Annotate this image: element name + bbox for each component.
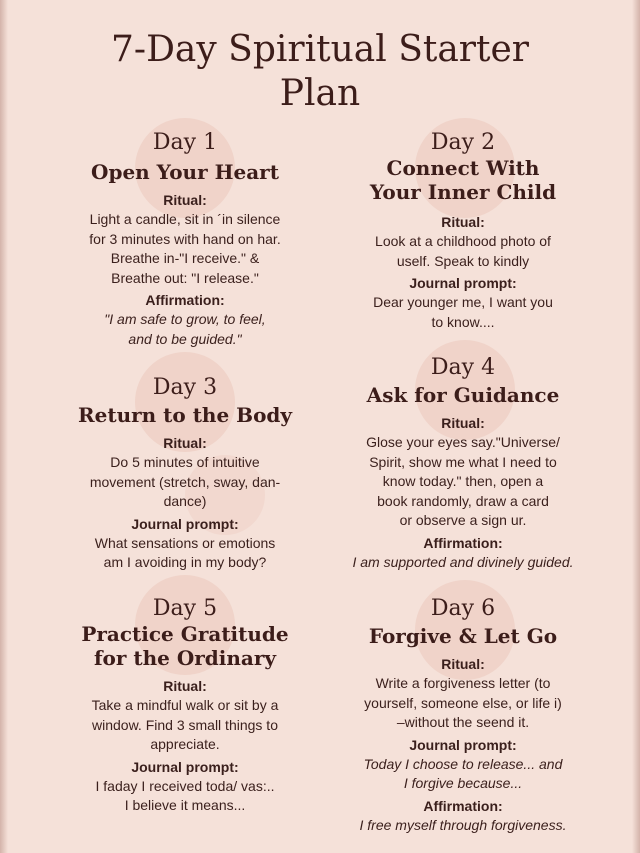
section-line: appreciate. <box>150 736 220 752</box>
section-line: –without the seend it. <box>396 714 530 730</box>
section-line: Breathe in-"I receive." & <box>110 250 260 266</box>
section-line: What sensations or emotions <box>94 534 276 551</box>
day-number: Day 4 <box>430 355 496 380</box>
section-line: yourself, someone else, or life i) <box>364 694 562 711</box>
day-card-5 <box>40 596 330 816</box>
section-line: I faday I received toda/ vas:.. <box>95 777 275 794</box>
section-label: Ritual: <box>163 192 207 208</box>
day-heading: Forgive & Let Go <box>368 624 558 648</box>
day-number: Day 1 <box>152 130 218 155</box>
day-heading: Practice Gratitude <box>81 622 289 646</box>
section-line: dance) <box>163 493 207 509</box>
section-line: I free myself through forgiveness. <box>359 816 567 833</box>
day-number: Day 5 <box>152 596 218 621</box>
day-heading: Your Inner Child <box>369 180 557 204</box>
section-line: window. Find 3 small things to <box>92 716 278 733</box>
day-heading: Ask for Guidance <box>366 383 560 407</box>
section-line: Today I choose to release... and <box>363 755 563 772</box>
section-label: Affirmation: <box>145 292 225 308</box>
section-line: Light a candle, sit in ´in silence <box>89 211 281 227</box>
section-line: Dear younger me, I want you <box>373 294 553 310</box>
day-heading: Connect With <box>386 156 540 180</box>
section-line: am I avoiding in my body? <box>103 554 267 570</box>
section-line: know today." then, open a <box>382 473 544 489</box>
section-line: I am supported and divinely guided. <box>352 553 574 570</box>
day-number: Day 3 <box>152 375 218 400</box>
page-title <box>0 28 640 116</box>
day-card-3 <box>40 375 330 573</box>
section-line: book randomly, draw a card <box>377 492 549 509</box>
section-label: Ritual: <box>441 415 485 431</box>
section-line: "I am safe to grow, to feel, <box>104 311 266 327</box>
section-line: and to be guided." <box>128 330 242 347</box>
section-label: Journal prompt: <box>131 515 239 532</box>
title-line: Plan <box>279 73 361 114</box>
section-line: Take a mindful walk or sit by a <box>91 697 279 713</box>
day-heading: Return to the Body <box>77 403 293 427</box>
section-line: Write a forgiveness letter (to <box>375 675 551 691</box>
day-number: Day 6 <box>430 596 496 621</box>
section-label: Affirmation: <box>423 534 503 551</box>
section-line: Breathe out: "I release." <box>111 269 259 286</box>
day-card-2 <box>318 130 608 332</box>
title-line: 7-Day Spiritual Starter <box>111 29 529 70</box>
section-line: movement (stretch, sway, dan- <box>89 473 281 490</box>
section-line: Look at a childhood photo of <box>375 233 551 249</box>
day-card-4 <box>318 355 608 572</box>
section-label: Affirmation: <box>423 797 503 814</box>
day-heading: Open Your Heart <box>91 160 279 184</box>
section-label: Journal prompt: <box>409 275 517 291</box>
section-line: or observe a sign ur. <box>399 512 527 528</box>
section-line: to know.... <box>431 313 495 330</box>
section-label: Journal prompt: <box>409 736 517 753</box>
section-label: Ritual: <box>163 678 207 694</box>
section-line: Do 5 minutes of intuitive <box>110 454 260 470</box>
page-edge-shadow <box>632 0 640 853</box>
section-line: Glose your eyes say."Universe/ <box>366 434 560 450</box>
section-label: Ritual: <box>163 435 207 451</box>
section-line: Spirit, show me what I need to <box>369 453 557 470</box>
section-label: Ritual: <box>441 656 485 672</box>
day-card-6 <box>318 596 608 835</box>
section-label: Journal prompt: <box>131 758 239 775</box>
section-line: I believe it means... <box>124 797 246 813</box>
page-edge-shadow <box>0 0 8 853</box>
section-line: uself. Speak to kindly <box>396 252 530 269</box>
day-card-1 <box>40 130 330 349</box>
day-heading: for the Ordinary <box>93 646 277 670</box>
section-label: Ritual: <box>441 214 485 230</box>
section-line: I forgive because... <box>403 775 523 791</box>
section-line: for 3 minutes with hand on har. <box>89 230 281 247</box>
day-number: Day 2 <box>430 130 496 155</box>
